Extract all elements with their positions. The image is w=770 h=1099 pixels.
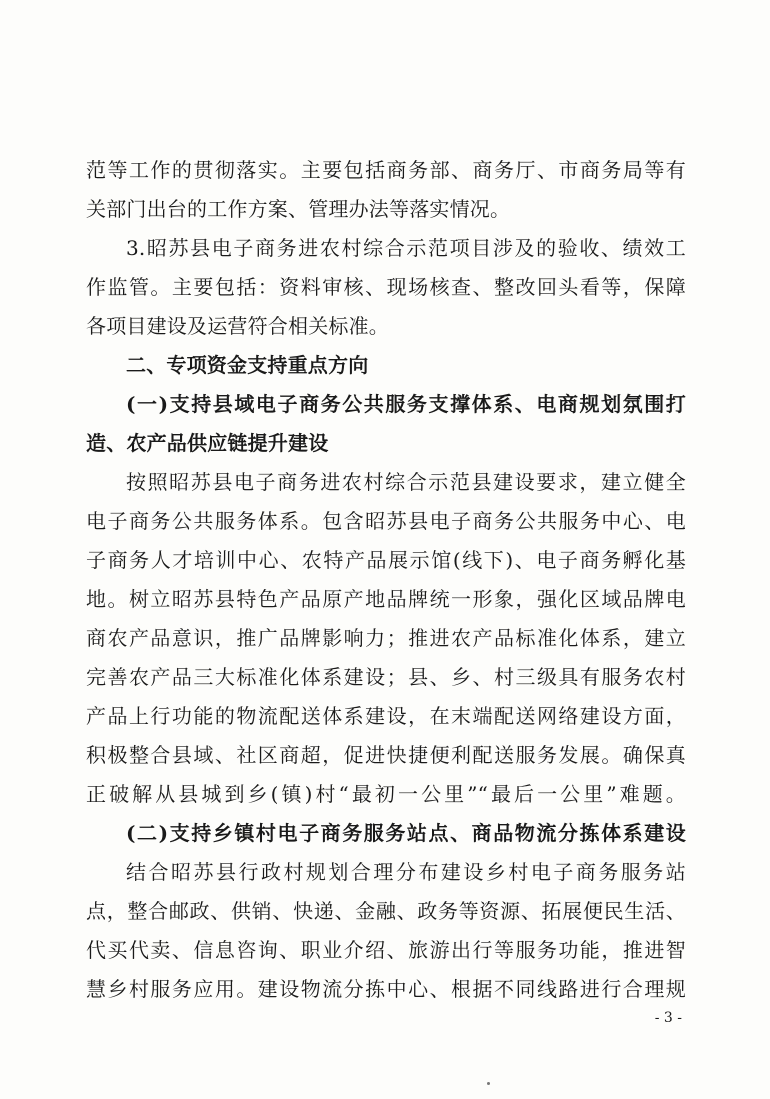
document-body <box>86 151 686 1009</box>
page-number: - 3 - <box>654 1010 682 1026</box>
text-line: 子商务人才培训中心、农特产品展示馆(线下)、电子商务孵化基 <box>86 548 686 572</box>
scan-speck <box>487 1082 490 1085</box>
text-line: 关部门出台的工作方案、管理办法等落实情况。 <box>86 197 511 221</box>
text-line: 按照昭苏县电子商务进农村综合示范县建设要求，建立健全 <box>126 470 686 494</box>
text-line: 正破解从县城到乡(镇)村“最初一公里”“最后一公里”难题。 <box>86 782 686 806</box>
text-line: 产品上行功能的物流配送体系建设，在末端配送网络建设方面， <box>86 704 686 728</box>
text-line: 点，整合邮政、供销、快递、金融、政务等资源、拓展便民生活、 <box>86 899 686 923</box>
text-line: (一)支持县域电子商务公共服务支撑体系、电商规划氛围打 <box>126 392 686 416</box>
text-line: 作监管。主要包括：资料审核、现场核查、整改回头看等，保障 <box>86 275 686 299</box>
text-line: 电子商务公共服务体系。包含昭苏县电子商务公共服务中心、电 <box>86 509 686 533</box>
text-line: 地。树立昭苏县特色产品原产地品牌统一形象，强化区域品牌电 <box>86 587 686 611</box>
text-line: 积极整合县域、社区商超，促进快捷便利配送服务发展。确保真 <box>86 743 686 767</box>
text-line: 商农产品意识，推广品牌影响力；推进农产品标准化体系，建立 <box>86 626 686 650</box>
text-line: 完善农产品三大标准化体系建设；县、乡、村三级具有服务农村 <box>86 665 686 689</box>
text-line: 造、农产品供应链提升建设 <box>86 431 329 455</box>
text-line: 3.昭苏县电子商务进农村综合示范项目涉及的验收、绩效工 <box>126 236 686 260</box>
text-line: 二、专项资金支持重点方向 <box>126 353 369 377</box>
text-line: 各项目建设及运营符合相关标准。 <box>86 314 389 338</box>
text-line: 范等工作的贯彻落实。主要包括商务部、商务厅、市商务局等有 <box>86 158 686 182</box>
text-line: 结合昭苏县行政村规划合理分布建设乡村电子商务服务站 <box>126 860 686 884</box>
text-line: 慧乡村服务应用。建设物流分拣中心、根据不同线路进行合理规 <box>86 977 686 1001</box>
text-line: (二)支持乡镇村电子商务服务站点、商品物流分拣体系建设 <box>126 821 686 845</box>
text-line: 代买代卖、信息咨询、职业介绍、旅游出行等服务功能，推进智 <box>86 938 686 962</box>
